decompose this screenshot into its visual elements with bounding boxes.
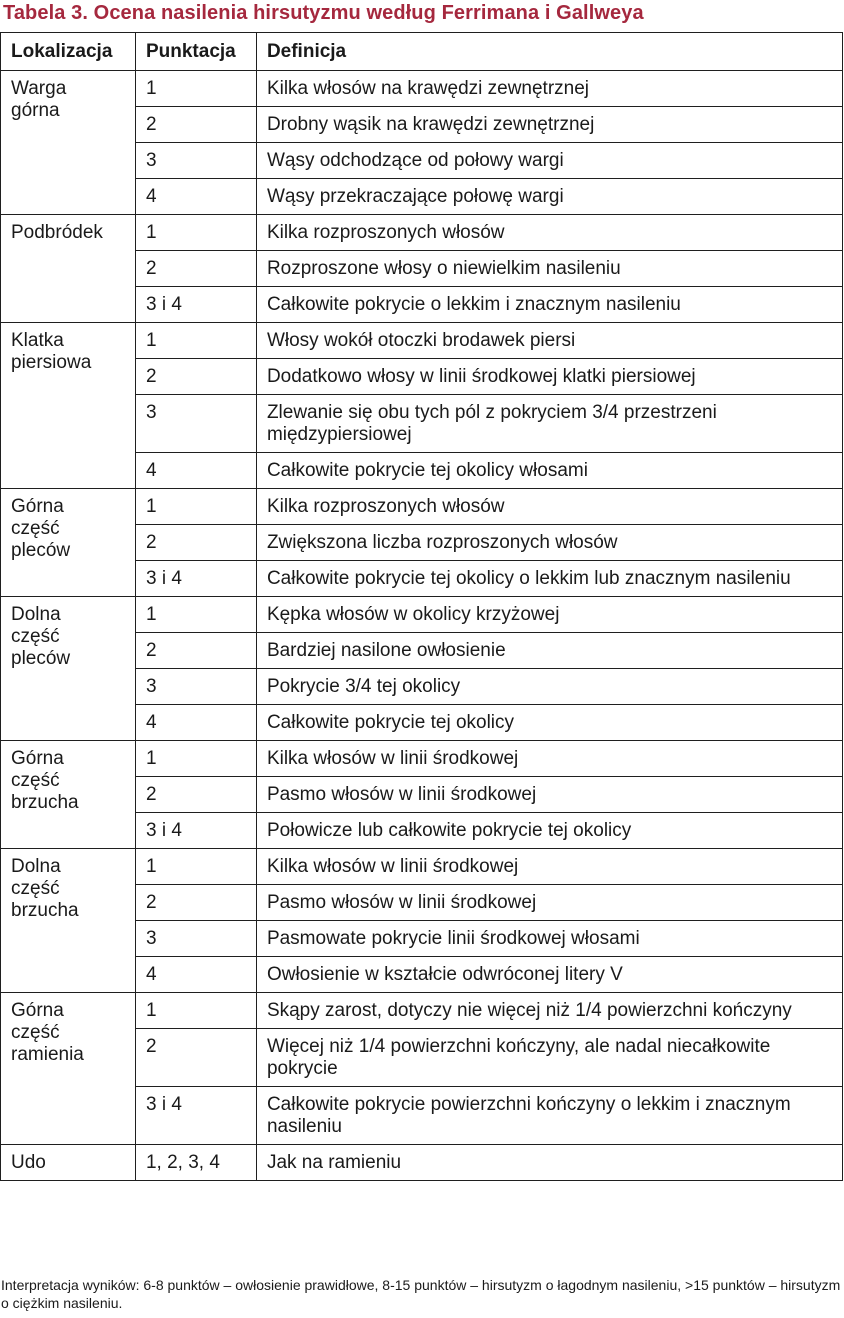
score-cell: 2 (135, 359, 256, 395)
definition-cell: Więcej niż 1/4 powierzchni kończyny, ale nadal niecałkowite pokrycie (256, 1029, 842, 1087)
score-cell: 3 i 4 (135, 813, 256, 849)
location-cell: Górna część pleców (1, 489, 136, 597)
score-cell: 3 (135, 395, 256, 453)
definition-cell: Kilka włosów w linii środkowej (256, 849, 842, 885)
definition-cell: Pasmowate pokrycie linii środkowej włosami (256, 921, 842, 957)
table-title: Tabela 3. Ocena nasilenia hirsutyzmu według Ferrimana i Gallweya (3, 2, 644, 24)
definition-cell: Pasmo włosów w linii środkowej (256, 777, 842, 813)
score-cell: 3 i 4 (135, 287, 256, 323)
definition-cell: Skąpy zarost, dotyczy nie więcej niż 1/4 powierzchni kończyny (256, 993, 842, 1029)
score-cell: 1 (135, 597, 256, 633)
table-row (1, 489, 843, 525)
definition-cell: Kilka włosów na krawędzi zewnętrznej (256, 71, 842, 107)
definition-cell: Połowicze lub całkowite pokrycie tej okolicy (256, 813, 842, 849)
score-cell: 2 (135, 251, 256, 287)
table-row (1, 849, 843, 885)
header-score: Punktacja (135, 33, 256, 71)
score-cell: 2 (135, 107, 256, 143)
score-cell: 1 (135, 993, 256, 1029)
definition-cell: Kilka rozproszonych włosów (256, 215, 842, 251)
definition-cell: Całkowite pokrycie powierzchni kończyny o lekkim i znacznym nasileniu (256, 1087, 842, 1145)
score-cell: 1 (135, 215, 256, 251)
definition-cell: Kępka włosów w okolicy krzyżowej (256, 597, 842, 633)
scoring-table (0, 32, 843, 1181)
table-row (1, 741, 843, 777)
location-cell: Dolna część pleców (1, 597, 136, 741)
definition-cell: Rozproszone włosy o niewielkim nasileniu (256, 251, 842, 287)
score-cell: 4 (135, 957, 256, 993)
score-cell: 1 (135, 741, 256, 777)
location-cell: Podbródek (1, 215, 136, 323)
definition-cell: Jak na ramieniu (256, 1145, 842, 1181)
score-cell: 2 (135, 885, 256, 921)
table-row (1, 1145, 843, 1181)
table-row (1, 71, 843, 107)
definition-cell: Bardziej nasilone owłosienie (256, 633, 842, 669)
score-cell: 3 (135, 669, 256, 705)
score-cell: 1 (135, 323, 256, 359)
score-cell: 3 (135, 143, 256, 179)
definition-cell: Pasmo włosów w linii środkowej (256, 885, 842, 921)
definition-cell: Wąsy przekraczające połowę wargi (256, 179, 842, 215)
definition-cell: Drobny wąsik na krawędzi zewnętrznej (256, 107, 842, 143)
definition-cell: Zwiększona liczba rozproszonych włosów (256, 525, 842, 561)
definition-cell: Włosy wokół otoczki brodawek piersi (256, 323, 842, 359)
header-location: Lokalizacja (1, 33, 136, 71)
header-row (1, 33, 843, 71)
score-cell: 4 (135, 453, 256, 489)
definition-cell: Całkowite pokrycie tej okolicy o lekkim lub znacznym nasileniu (256, 561, 842, 597)
score-cell: 3 i 4 (135, 561, 256, 597)
score-cell: 2 (135, 633, 256, 669)
score-cell: 1 (135, 71, 256, 107)
footnote: Interpretacja wyników: 6-8 punktów – owłosienie prawidłowe, 8-15 punktów – hirsutyzm o łagodnym nasileniu, >15 punktów – hirsutyzm o ciężkim nasileniu. (1, 1277, 841, 1311)
score-cell: 1 (135, 489, 256, 525)
definition-cell: Wąsy odchodzące od połowy wargi (256, 143, 842, 179)
header-definition: Definicja (256, 33, 842, 71)
score-cell: 4 (135, 705, 256, 741)
score-cell: 2 (135, 777, 256, 813)
table-row (1, 597, 843, 633)
definition-cell: Całkowite pokrycie o lekkim i znacznym nasileniu (256, 287, 842, 323)
location-cell: Górna część ramienia (1, 993, 136, 1145)
definition-cell: Pokrycie 3/4 tej okolicy (256, 669, 842, 705)
score-cell: 3 i 4 (135, 1087, 256, 1145)
location-cell: Górna część brzucha (1, 741, 136, 849)
location-cell: Dolna część brzucha (1, 849, 136, 993)
score-cell: 1, 2, 3, 4 (135, 1145, 256, 1181)
table-body (1, 71, 843, 1181)
score-cell: 1 (135, 849, 256, 885)
definition-cell: Całkowite pokrycie tej okolicy (256, 705, 842, 741)
definition-cell: Kilka rozproszonych włosów (256, 489, 842, 525)
definition-cell: Zlewanie się obu tych pól z pokryciem 3/4 przestrzeni międzypiersiowej (256, 395, 842, 453)
location-cell: Udo (1, 1145, 136, 1181)
table-row (1, 215, 843, 251)
score-cell: 3 (135, 921, 256, 957)
definition-cell: Całkowite pokrycie tej okolicy włosami (256, 453, 842, 489)
score-cell: 2 (135, 525, 256, 561)
location-cell: Warga górna (1, 71, 136, 215)
definition-cell: Dodatkowo włosy w linii środkowej klatki piersiowej (256, 359, 842, 395)
definition-cell: Kilka włosów w linii środkowej (256, 741, 842, 777)
definition-cell: Owłosienie w kształcie odwróconej litery V (256, 957, 842, 993)
table-row (1, 323, 843, 359)
location-cell: Klatka piersiowa (1, 323, 136, 489)
table-row (1, 993, 843, 1029)
score-cell: 2 (135, 1029, 256, 1087)
score-cell: 4 (135, 179, 256, 215)
